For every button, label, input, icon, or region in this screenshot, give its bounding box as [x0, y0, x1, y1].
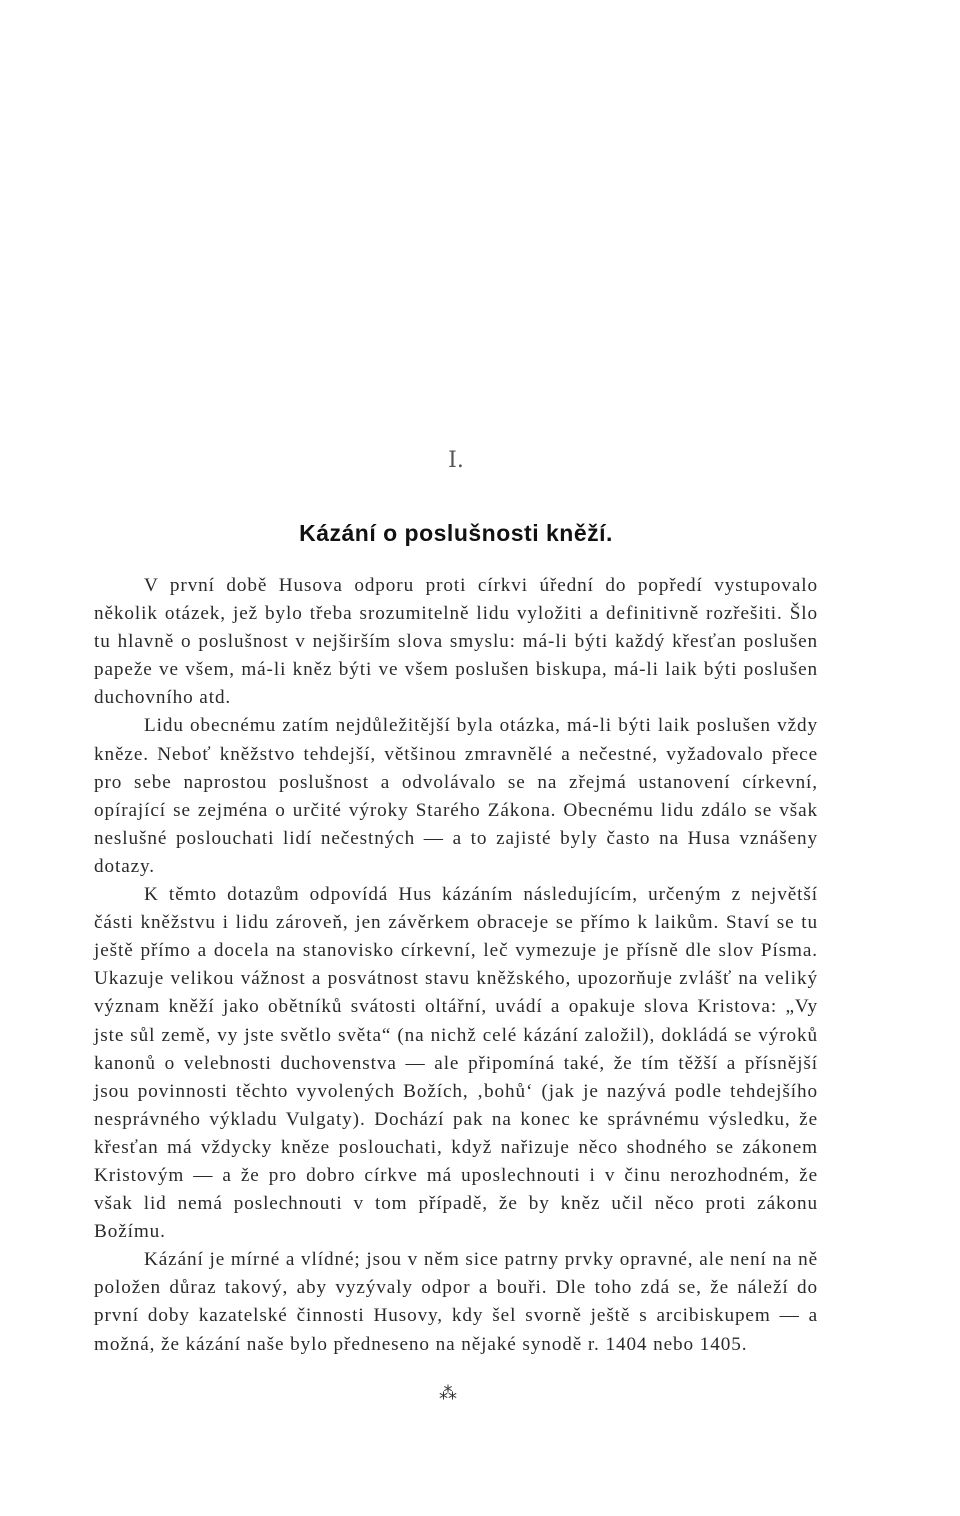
chapter-title: Kázání o poslušnosti kněží.: [299, 520, 613, 546]
paragraph-3: K těmto dotazům odpovídá Hus kázáním následujícím, určeným z největší části kněžstvu i lidu zároveň, jen závěrkem obraceje se přímo k laikům. Staví se tu ještě přímo a docela na stanovisko církevní, leč vymezuje je přísně dle slov Písma. Ukazuje velikou vážnost a posvátnost stavu kněžského, upozorňuje zvlášť na veliký význam kněží jako obětníků svátosti oltářní, uvádí a opakuje slova Kristova: „Vy jste sůl země, vy jste světlo světa“ (na nichž celé kázání založil), dokládá se výroků kanonů o velebnosti duchovenstva — ale připomíná také, že tím těžší a přísnější jsou povinnosti těchto vyvolených Božích, ‚bohů‘ (jak je nazývá podle tehdejšího nesprávného výkladu Vulgaty). Dochází pak na konec ke správnému výsledku, že křesťan má vždycky kněze poslouchati, když nařizuje něco shodného se zákonem Kristovým — a že pro dobro církve má uposlechnouti i v činu nerozhodném, že však lid nemá poslechnouti v tom případě, že by kněz učil něco proti zákonu Božímu.: [94, 884, 818, 1243]
paragraph-1: V první době Husova odporu proti církvi úřední do popředí vystupovalo několik otázek, jež bylo třeba srozumitelně lidu vyložiti a definitivně rozřešiti. Šlo tu hlavně o poslušnost v nejširším slova smyslu: má-li býti každý křesťan poslušen papeže ve všem, má-li kněz býti ve všem poslušen biskupa, má-li laik býti poslušen duchovního atd.: [94, 575, 818, 709]
paragraph-2: Lidu obecnému zatím nejdůležitější byla otázka, má-li býti laik poslušen vždy kněze. Neboť kněžstvo tehdejší, většinou zmravnělé a nečestné, vyžadovalo přece pro sebe naprostou poslušnost a odvolávalo se na zřejmá ustanovení církevní, opírající se zejména o určité výroky Starého Zákona. Obecnému lidu zdálo se však neslušné poslouchati lidí nečestných — a to zajisté byly často na Husa vznášeny dotazy.: [94, 715, 818, 877]
paragraph-4: Kázání je mírné a vlídné; jsou v něm sice patrny prvky opravné, ale není na ně položen důraz takový, aby vyzývaly odpor a bouři. Dle toho zdá se, že náleží do první doby kazatelské činnosti Husovy, kdy šel svorně ještě s arcibiskupem — a možná, že kázání naše bylo předneseno na nějaké synodě r. 1404 nebo 1405.: [94, 1249, 818, 1355]
section-ornament: ⁂: [439, 1383, 457, 1404]
chapter-number: I.: [448, 448, 464, 473]
chapter-body: [94, 572, 818, 1359]
